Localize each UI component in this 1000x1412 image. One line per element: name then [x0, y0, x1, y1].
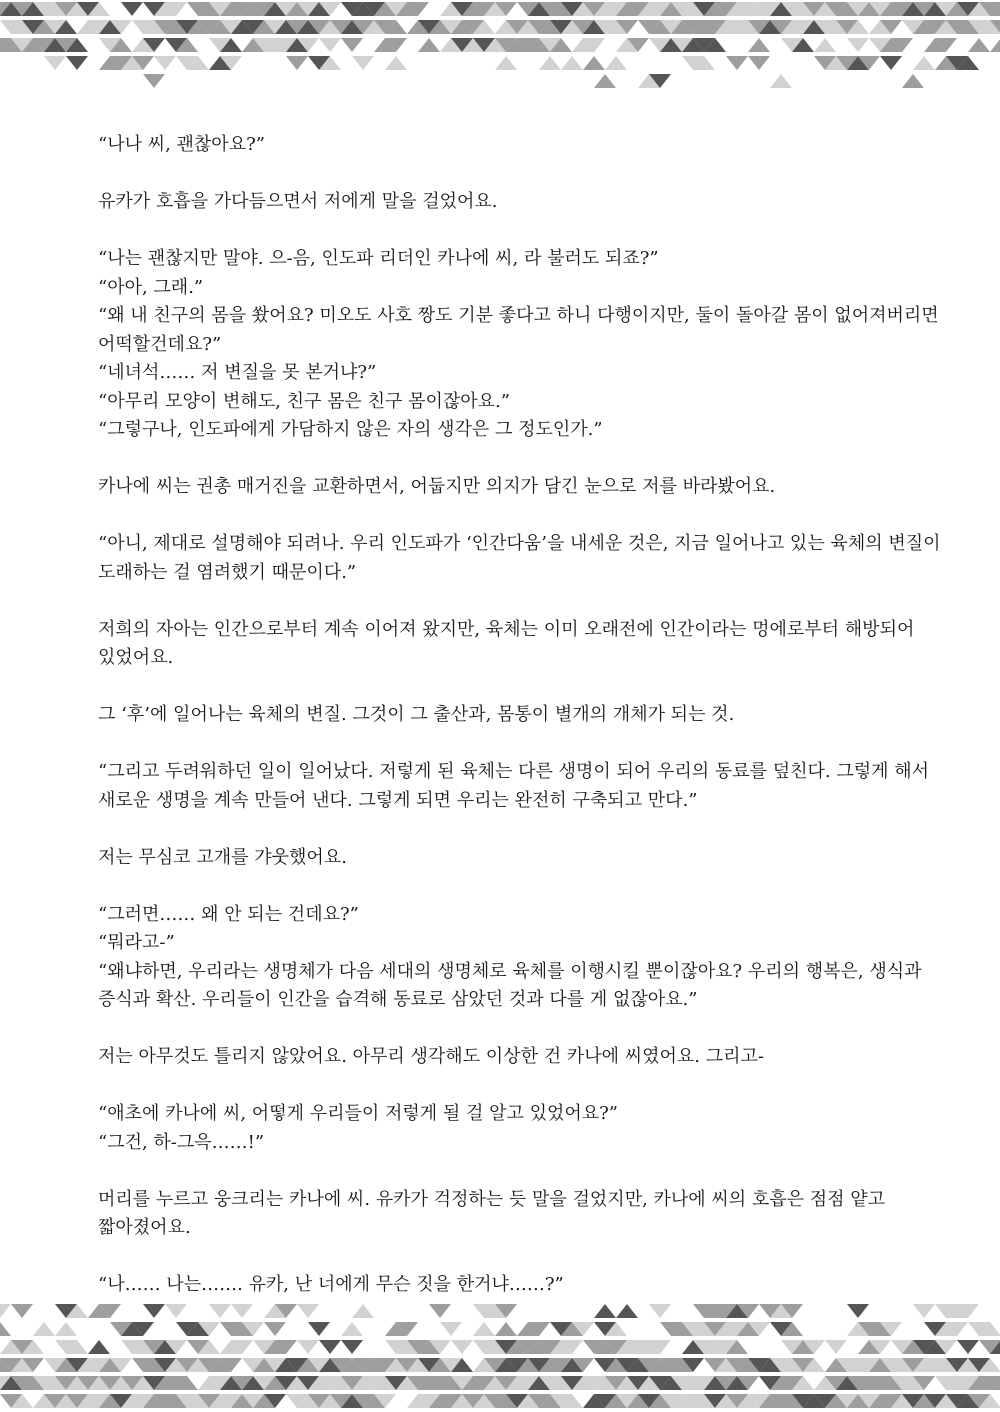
decorative-triangle: [231, 1304, 253, 1318]
decorative-triangle: [902, 74, 924, 88]
decorative-triangle: [825, 1340, 847, 1354]
paragraph: “아무리 모양이 변해도, 친구 몸은 친구 몸이잖아요.”: [98, 390, 510, 412]
paragraph: 저희의 자아는 인간으로부터 계속 이어져 왔지만, 육체는 이미 오래전에 인간이라는 멍에로부터 해방되어 있었어요.: [98, 618, 921, 668]
bottom-triangle-border: [0, 1300, 1000, 1412]
decorative-triangle: [352, 1304, 374, 1318]
paragraph: “그렇구나, 인도파에게 가담하지 않은 자의 생각은 그 정도인가.”: [98, 419, 603, 440]
paragraph: “아아, 그래.”: [98, 276, 204, 298]
decorative-triangle: [495, 1322, 517, 1336]
paragraph: “그리고 두려워하던 일이 일어났다. 저렇게 된 육체는 다른 생명이 되어 우리의 동료를 덮친다. 그렇게 해서 새로운 생명을 계속 만들어 낸다. 그렇게 되면 우리는 완전히 구축되고 만다.”: [98, 761, 935, 811]
decorative-triangle: [341, 1322, 363, 1336]
paragraph: “네녀석…… 저 변질을 못 본거냐?”: [98, 362, 377, 383]
decorative-triangle: [880, 56, 902, 70]
decorative-triangle: [990, 38, 1000, 52]
decorative-triangle: [385, 56, 407, 70]
decorative-triangle: [165, 1304, 187, 1318]
decorative-triangle: [451, 1340, 473, 1354]
paragraph: 머리를 누르고 웅크리는 카나에 씨. 유카가 걱정하는 듯 말을 걸었지만, 카나에 씨의 호흡은 점점 얕고 짧아졌어요.: [98, 1188, 891, 1238]
decorative-triangle: [297, 1304, 319, 1318]
decorative-triangle: [209, 1304, 231, 1318]
decorative-triangle: [286, 56, 308, 70]
decorative-triangle: [748, 38, 770, 52]
decorative-triangle: [66, 56, 88, 70]
paragraph: “그러면…… 왜 안 되는 건데요?”: [98, 903, 359, 925]
decorative-triangle: [0, 1304, 11, 1318]
decorative-triangle: [616, 1304, 638, 1318]
decorative-triangle: [814, 38, 836, 52]
decorative-triangle: [88, 1340, 110, 1354]
top-triangle-border: [0, 0, 1000, 92]
paragraph: “뭐라고-”: [98, 932, 175, 953]
decorative-triangle: [121, 2, 143, 16]
decorative-triangle: [726, 56, 748, 70]
paragraph: 그 ‘후’에 일어나는 육체의 변질. 그것이 그 출산과, 몸통이 별개의 개체가 되는 것.: [98, 704, 735, 725]
paragraph: 저는 무심코 고개를 갸웃했어요.: [98, 846, 347, 868]
decorative-triangle: [770, 74, 792, 88]
decorative-triangle: [561, 56, 583, 70]
decorative-triangle: [308, 1322, 330, 1336]
decorative-triangle: [605, 56, 627, 70]
decorative-triangle: [264, 1322, 286, 1336]
decorative-triangle: [748, 56, 770, 70]
paragraph: “왜냐하면, 우리라는 생명체가 다음 세대의 생명체로 육체를 이행시킬 뿐이잖아요? 우리의 행복은, 생식과 증식과 확산. 우리들이 인간을 습격해 동료로 삼았던 것과 다를 게 없잖아요.”: [98, 960, 928, 1010]
decorative-triangle: [0, 1322, 11, 1336]
paragraph: 저는 아무것도 틀리지 않았어요. 아무리 생각해도 이상한 건 카나에 씨였어요. 그리고-: [98, 1046, 764, 1067]
decorative-triangle: [55, 1322, 77, 1336]
decorative-triangle: [297, 1340, 319, 1354]
paragraph: “나…… 나는……. 유카, 난 너에게 무슨 짓을 한거냐……?”: [98, 1274, 564, 1295]
decorative-triangle: [44, 56, 66, 70]
decorative-triangle: [440, 1322, 462, 1336]
decorative-triangle: [913, 1304, 935, 1318]
paragraph: 카나에 씨는 권총 매거진을 교환하면서, 어둡지만 의지가 담긴 눈으로 저를 바라봤어요.: [98, 476, 776, 497]
decorative-triangle: [913, 56, 935, 70]
decorative-triangle: [143, 74, 165, 88]
decorative-triangle: [319, 1340, 341, 1354]
decorative-triangle: [418, 38, 440, 52]
decorative-triangle: [957, 1340, 979, 1354]
paragraph: “아니, 제대로 설명해야 되려나. 우리 인도파가 ‘인간다움’을 내세운 것은, 지금 일어나고 있는 육체의 변질이 도래하는 걸 염려했기 때문이다.”: [98, 533, 947, 583]
decorative-triangle: [847, 38, 869, 52]
decorative-triangle: [539, 56, 561, 70]
decorative-triangle: [473, 1322, 495, 1336]
paragraph: “그건, 하-그윽……!”: [98, 1131, 265, 1153]
decorative-triangle: [11, 1304, 33, 1318]
novel-page-body: [88, 131, 947, 1300]
decorative-triangle: [352, 56, 374, 70]
paragraph: “왜 내 친구의 몸을 쐈어요? 미오도 사호 짱도 기분 좋다고 하니 다행이지만, 둘이 돌아갈 몸이 없어져버리면 어떡할건데요?”: [98, 305, 945, 355]
decorative-triangle: [583, 56, 605, 70]
paragraph: “나나 씨, 괜찮아요?”: [98, 134, 265, 155]
decorative-triangle: [154, 56, 176, 70]
decorative-triangle: [594, 74, 616, 88]
paragraph: “애초에 카나에 씨, 어떻게 우리들이 저렇게 될 걸 알고 있었어요?”: [98, 1103, 618, 1124]
decorative-triangle: [341, 1340, 363, 1354]
paragraph: “나는 괜찮지만 말야. 으-음, 인도파 리더인 카나에 씨, 라 불러도 되죠?”: [98, 248, 659, 269]
decorative-triangle: [649, 1304, 671, 1318]
decorative-triangle: [847, 1304, 869, 1318]
decorative-triangle: [968, 38, 990, 52]
decorative-triangle: [341, 38, 363, 52]
decorative-triangle: [594, 1304, 616, 1318]
paragraph: 유카가 호흡을 가다듬으면서 저에게 말을 걸었어요.: [98, 191, 498, 212]
decorative-triangle: [495, 56, 517, 70]
decorative-triangle: [319, 38, 341, 52]
decorative-triangle: [429, 1304, 451, 1318]
decorative-triangle: [143, 1304, 165, 1318]
decorative-triangle: [33, 1322, 55, 1336]
